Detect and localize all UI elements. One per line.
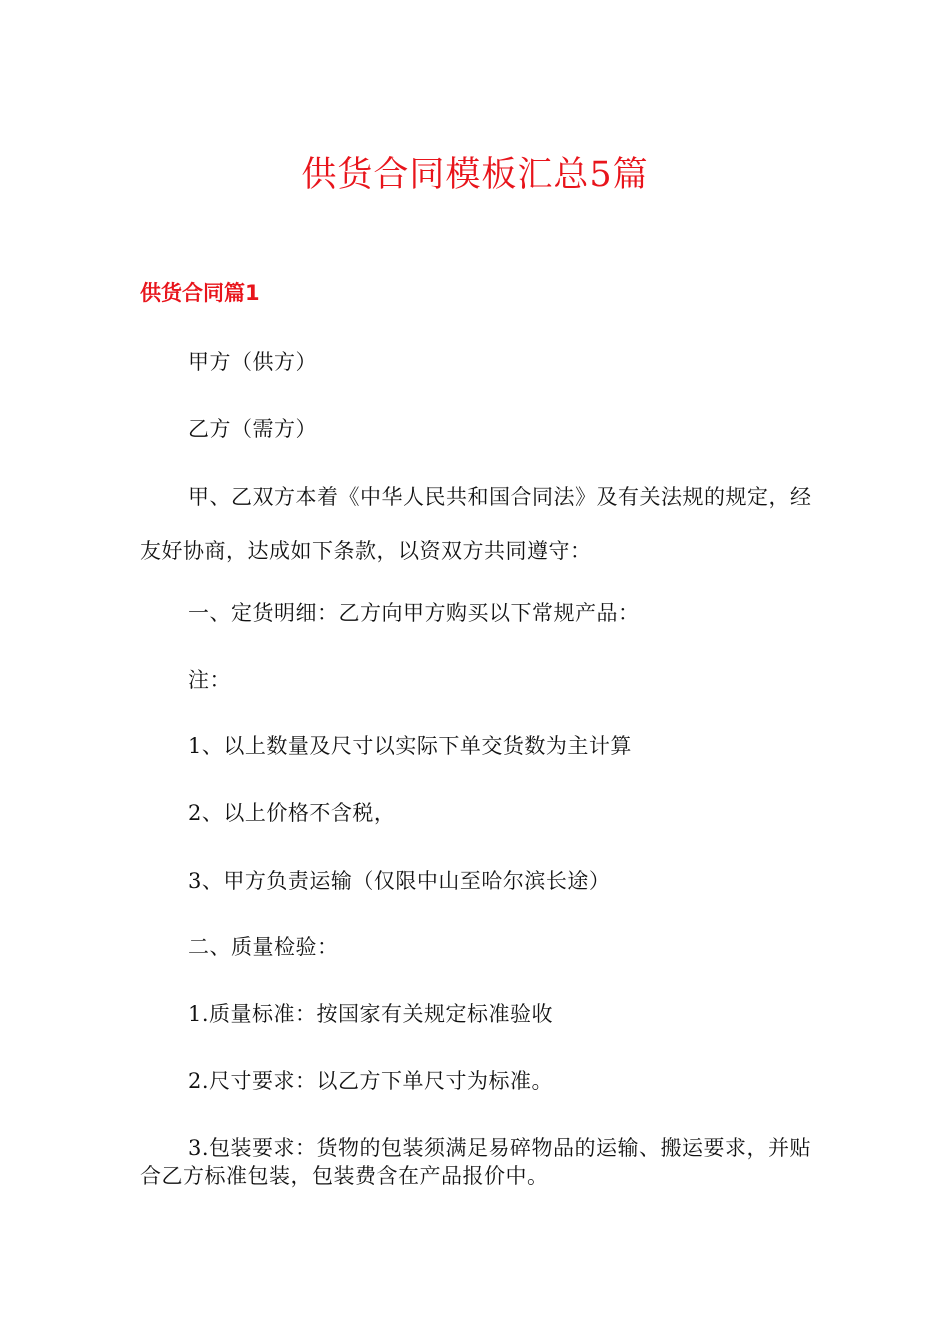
document-title: 供货合同模板汇总5篇 [301,155,649,195]
paragraph-party-a: 甲方（供方） [188,350,317,374]
paragraph-quality-standard: 1.质量标准：按国家有关规定标准验收 [188,1002,554,1026]
paragraph-size-requirement: 2.尺寸要求：以乙方下单尺寸为标准。 [188,1069,554,1093]
paragraph-note-1: 1、以上数量及尺寸以实际下单交货数为主计算 [188,734,632,758]
paragraph-party-b: 乙方（需方） [188,417,317,441]
section-heading: 供货合同篇1 [140,281,260,305]
paragraph-note-2: 2、以上价格不含税， [188,801,396,825]
paragraph-order-details: 一、定货明细：乙方向甲方购买以下常规产品： [188,601,640,625]
paragraph-packaging-requirement: 3.包装要求：货物的包装须满足易碎物品的运输、搬运要求，并贴合乙方标准包装，包装费含在产品报价中。 [140,1136,812,1188]
paragraph-preamble: 甲、乙双方本着《中华人民共和国合同法》及有关法规的规定，经友好协商，达成如下条款，以资双方共同遵守： [140,485,812,563]
paragraph-note-3: 3、甲方负责运输（仅限中山至哈尔滨长途） [188,869,611,893]
paragraph-note: 注： [188,668,231,692]
paragraph-quality-inspection: 二、质量检验： [188,935,339,959]
